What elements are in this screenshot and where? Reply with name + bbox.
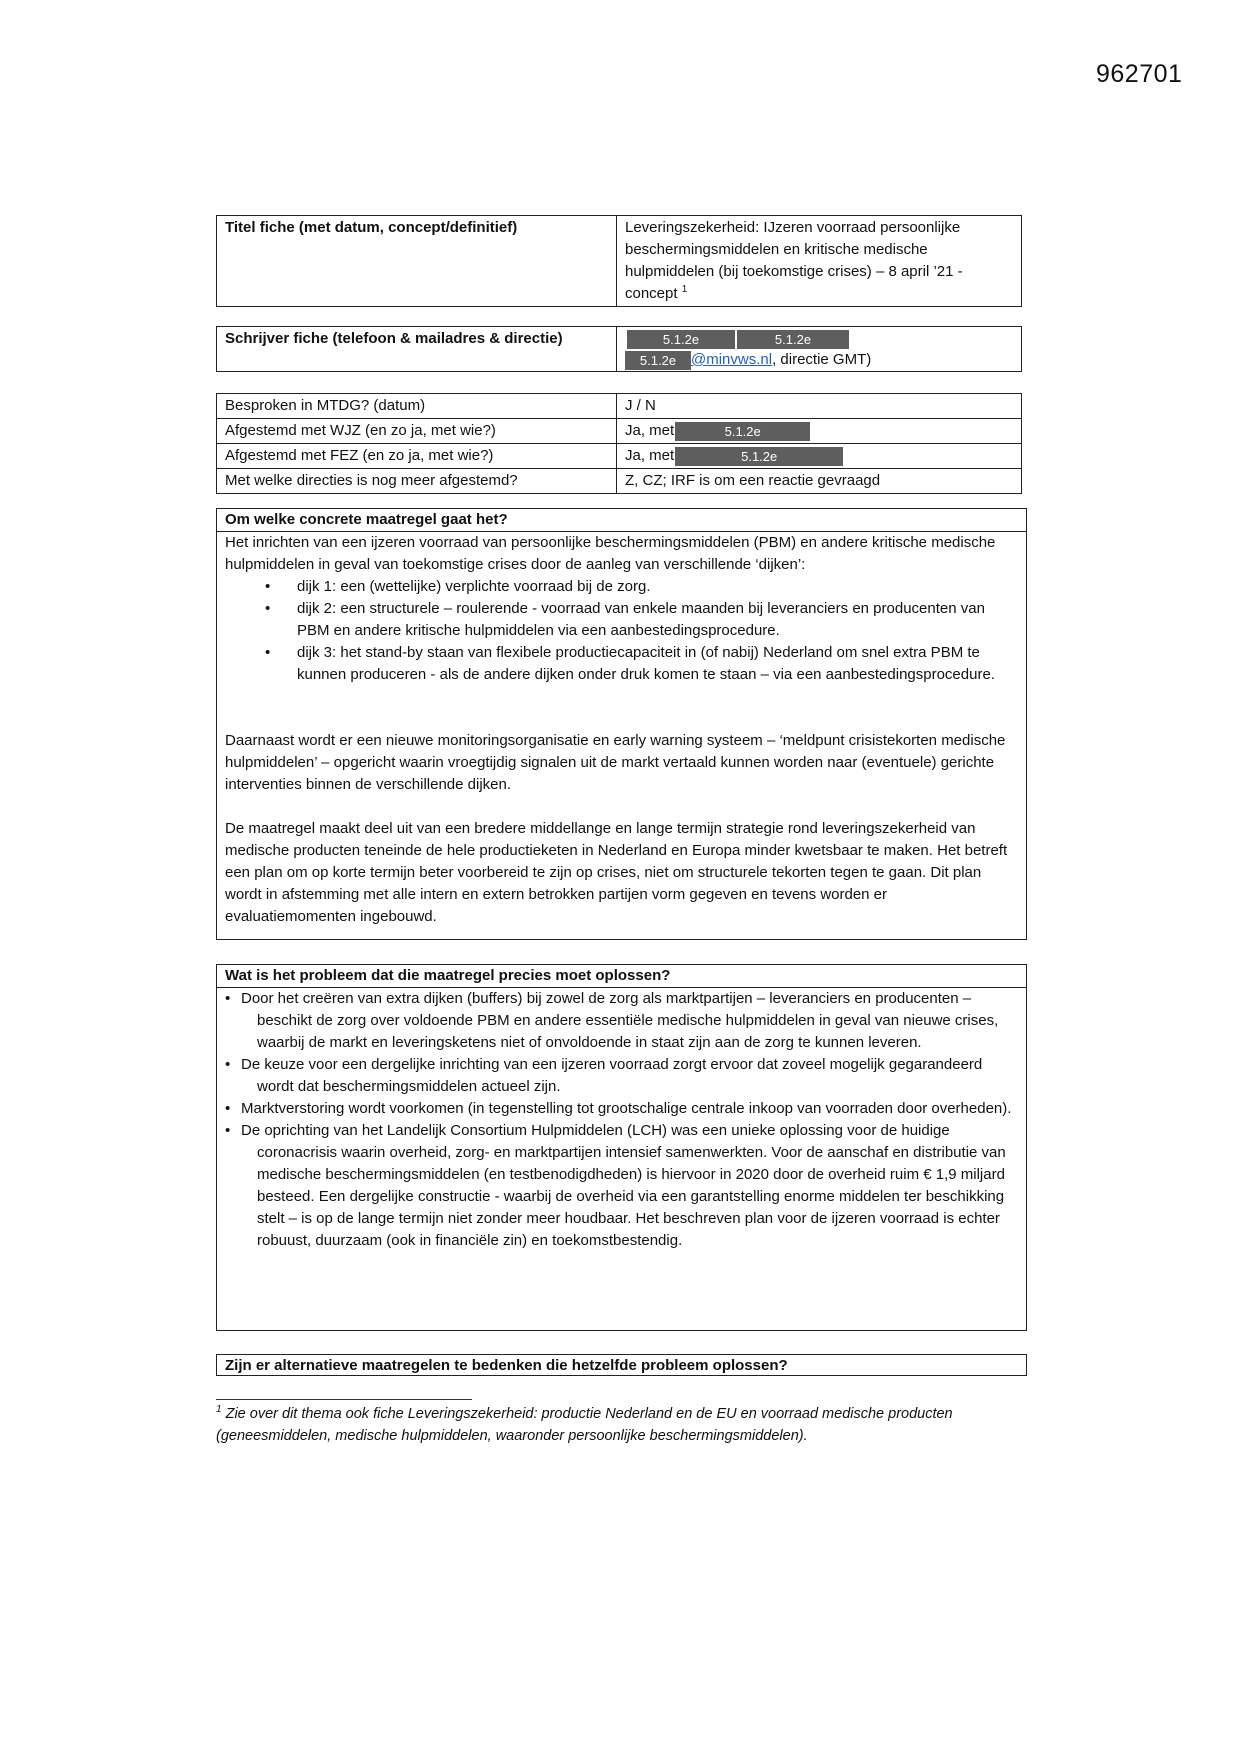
row-value: Ja, met (625, 422, 675, 439)
email-link[interactable]: @minvws.nl (691, 351, 773, 368)
row-value: Z, CZ; IRF is om een reactie gevraagd (617, 469, 1022, 494)
row-value-cell (617, 419, 1022, 444)
maatregel-section (216, 508, 1027, 940)
schrijver-table (216, 326, 1022, 372)
alternatieven-section (216, 1354, 1027, 1376)
afstemming-table (216, 393, 1022, 494)
titel-table (216, 215, 1022, 307)
redacted-block: 5.1.2e (675, 422, 810, 441)
list-item: • De keuze voor een dergelijke inrichting van een ijzeren voorraad zorgt ervoor dat zoveel mogelijk gegarandeerd wordt dat beschermingsmiddelen actueel zijn. (225, 1056, 983, 1095)
row-value: Ja, met (625, 447, 675, 464)
redacted-block: 5.1.2e (627, 330, 735, 349)
list-item: • dijk 1: een (wettelijke) verplichte voorraad bij de zorg. (225, 576, 1018, 598)
list-item: • dijk 2: een structurele – roulerende - voorraad van enkele maanden bij leveranciers en producenten van PBM en andere kritische hulpmiddelen via een aanbestedingsprocedure. (265, 600, 985, 639)
section-heading: Wat is het probleem dat die maatregel precies moet oplossen? (217, 965, 1026, 988)
maatregel-intro: Het inrichten van een ijzeren voorraad van persoonlijke beschermingsmiddelen (PBM) en andere kritische medische hulpmiddelen in geval van toekomstige crises door de aanleg van verschillende ‘dijken’: (225, 534, 996, 573)
bullet-icon: • (265, 578, 271, 595)
row-value-cell (617, 444, 1022, 469)
redacted-block: 5.1.2e (737, 330, 849, 349)
list-item: • dijk 3: het stand-by staan van flexibele productiecapaciteit in (of nabij) Nederland om snel extra PBM te kunnen produceren - als de andere dijken onder druk komen te staan – via een aanbestedingsprocedure. (265, 644, 995, 683)
bullet-icon: • (225, 1100, 231, 1117)
row-label: Afgestemd met FEZ (en zo ja, met wie?) (217, 444, 617, 469)
footnote-ref[interactable]: 1 (681, 284, 688, 295)
bullet-icon: • (225, 1056, 231, 1073)
redacted-block: 5.1.2e (675, 447, 843, 466)
list-item: • De oprichting van het Landelijk Consortium Hulpmiddelen (LCH) was een unieke oplossing voor de huidige coronacrisis waarin overheid, zorg- en marktpartijen intensief samenwerkten. Voor de aanschaf en distributie van medische beschermingsmiddelen (en testbenodigdheden) is hiervoor in 2020 door de overheid ruim € 1,9 miljard besteed. Een dergelijke constructie - waarbij de overheid via een garantstelling enorme middelen ter beschikking stelt – is op de lange termijn niet zonder meer houdbaar. Het beschreven plan voor de ijzeren voorraad is echter robuust, duurzaam (ook in financiële zin) en toekomstbestendig. (225, 1122, 1006, 1249)
row-label: Besproken in MTDG? (datum) (217, 394, 617, 419)
section-heading: Zijn er alternatieve maatregelen te bedenken die hetzelfde probleem oplossen? (225, 1357, 788, 1374)
table-row (217, 469, 1022, 494)
maatregel-paragraph-3: De maatregel maakt deel uit van een bredere middellange en lange termijn strategie rond leveringszekerheid van medische producten teneinde de hele productieketen in Nederland en Europa minder kwetsbaar te maken. Het betreft een plan om op korte termijn beter voorbereid te zijn op crises, niet om structurele tekorten tegen te gaan. Dit plan wordt in afstemming met alle intern en extern betrokken partijen vorm gegeven en tevens worden er evaluatiemomenten ingebouwd. (225, 820, 1008, 925)
table-row (217, 444, 1022, 469)
schrijver-value-cell (617, 327, 1022, 372)
schrijver-suffix: , directie GMT) (772, 351, 872, 368)
redacted-block: 5.1.2e (625, 351, 691, 370)
bullet-icon: • (225, 990, 231, 1007)
titel-label: Titel fiche (met datum, concept/definitief) (217, 216, 617, 307)
bullet-icon: • (265, 644, 271, 661)
titel-value: Leveringszekerheid: IJzeren voorraad persoonlijke beschermingsmiddelen en kritische medische hulpmiddelen (bij toekomstige crises) – 8 april ’21 - concept (625, 219, 963, 302)
document-number: 962701 (1096, 60, 1183, 88)
footnote-divider (216, 1399, 472, 1400)
table-row (217, 419, 1022, 444)
section-heading: Om welke concrete maatregel gaat het? (217, 509, 1026, 532)
bullet-icon: • (225, 1122, 231, 1139)
list-item: • Marktverstoring wordt voorkomen (in tegenstelling tot grootschalige centrale inkoop van voorraden door overheden). (217, 1098, 1018, 1120)
schrijver-label: Schrijver fiche (telefoon & mailadres & directie) (217, 327, 617, 372)
footnote-number: 1 (216, 1404, 222, 1416)
row-label: Met welke directies is nog meer afgestemd? (217, 469, 617, 494)
row-value: J / N (617, 394, 1022, 419)
row-label: Afgestemd met WJZ (en zo ja, met wie?) (217, 419, 617, 444)
titel-value-cell (617, 216, 1022, 307)
probleem-section (216, 964, 1027, 1331)
maatregel-paragraph-2: Daarnaast wordt er een nieuwe monitoringsorganisatie en early warning systeem – ‘meldpunt crisistekorten medische hulpmiddelen’ – opgericht waarin vroegtijdig signalen uit de markt vertaald kunnen worden naar (eventuele) gerichte interventies binnen de verschillende dijken. (225, 732, 1006, 793)
footnote (216, 1403, 1016, 1447)
footnote-text: Zie over dit thema ook fiche Leveringszekerheid: productie Nederland en de EU en voorraad medische producten (geneesmiddelen, medische hulpmiddelen, waaronder persoonlijke beschermingsmiddelen). (216, 1406, 953, 1444)
table-row (217, 394, 1022, 419)
bullet-icon: • (265, 600, 271, 617)
list-item: • Door het creëren van extra dijken (buffers) bij zowel de zorg als marktpartijen – leveranciers en producenten – beschikt de zorg over voldoende PBM en andere essentiële medische hulpmiddelen in geval van nieuwe crises, waarbij de markt en leveringsketens niet of onvoldoende in staat zijn aan de zorg te kunnen leveren. (225, 990, 999, 1051)
